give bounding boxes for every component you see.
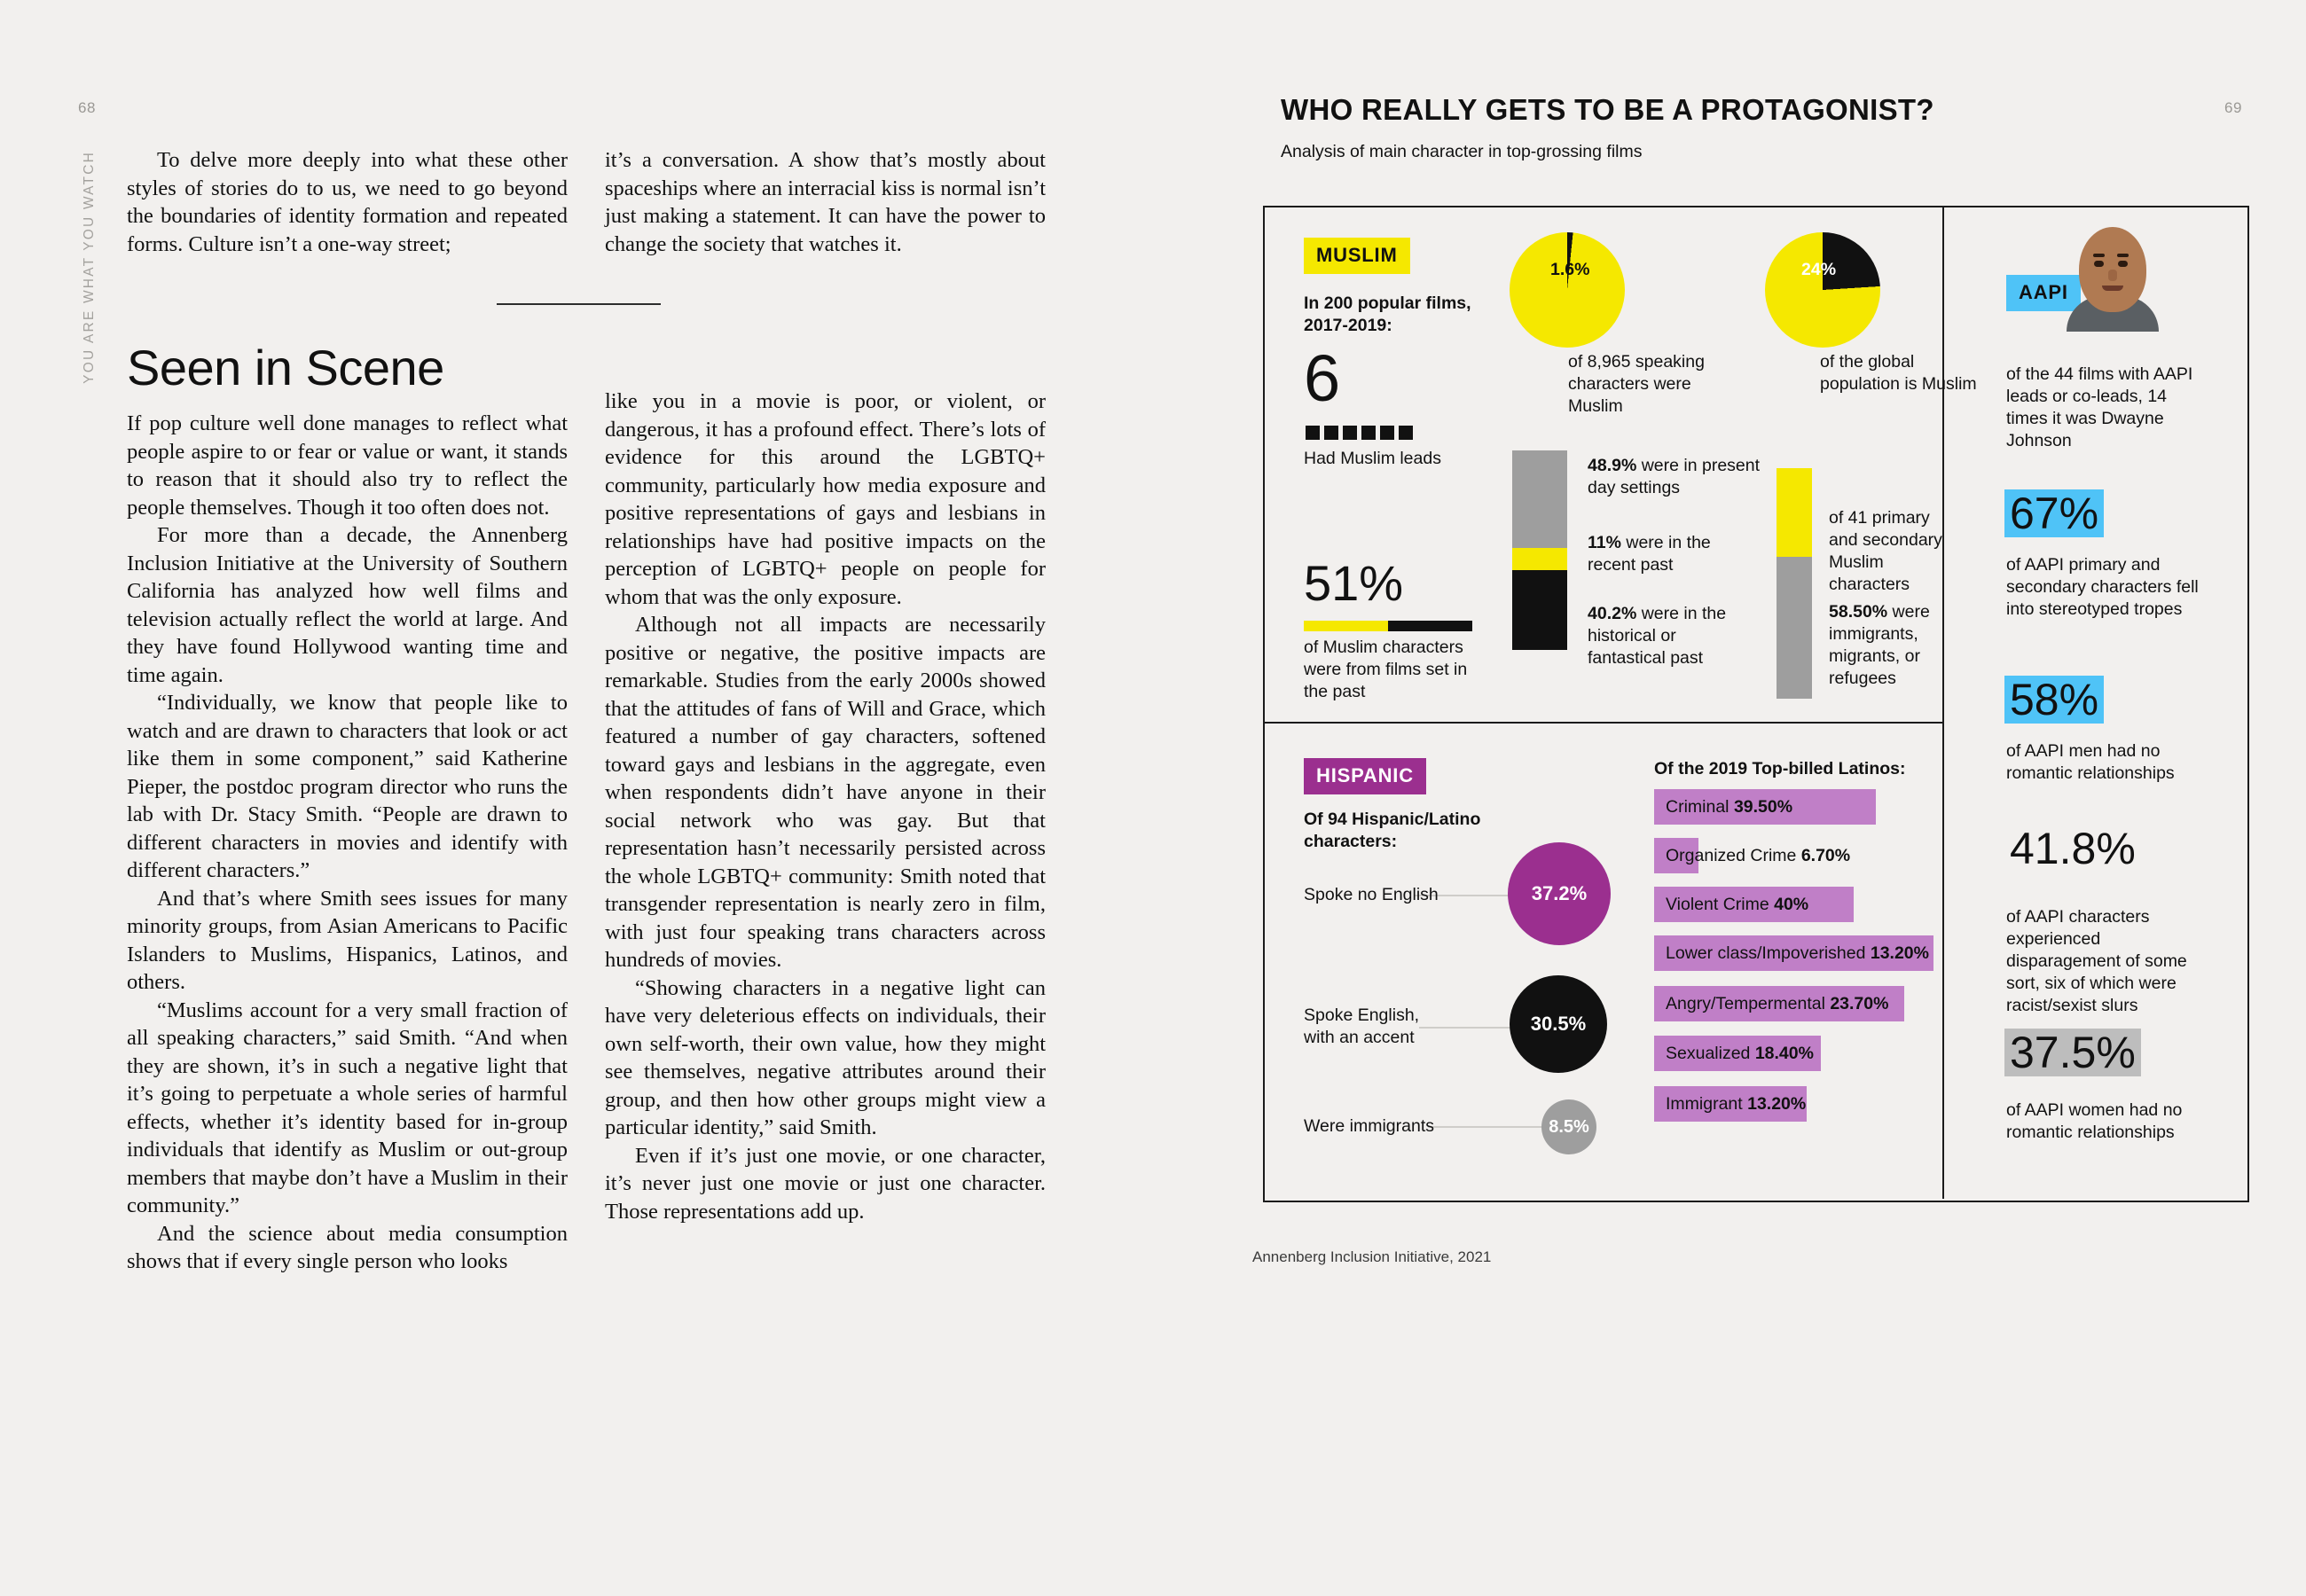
settings-label-present [1588, 455, 1765, 499]
pie-global-caption: of the global population is Muslim [1820, 352, 1977, 394]
paragraph: And the science about media consumption shows that if every single person who looks [127, 1221, 568, 1273]
settings-text-recent: were in the recent past [1588, 533, 1711, 575]
immigrants-bar-yellow [1777, 468, 1812, 557]
body-column-left [127, 410, 568, 1276]
aapi-dwayne-caption: of the 44 films with AAPI leads or co-leads, 14 times it was Dwayne Johnson [2006, 364, 2193, 450]
hispanic-intro: Of 94 Hispanic/Latino characters: [1304, 810, 1481, 851]
muslim-lead-count: 6 [1304, 341, 1341, 415]
aapi-stat-caption-1: of AAPI primary and secondary characters fell into stereotyped tropes [2006, 555, 2199, 619]
hispanic-bubble-label-2: Spoke English, with an accent [1304, 1005, 1420, 1047]
infographic-subtitle: Analysis of main character in top-grossing films [1281, 142, 1643, 161]
muslim-past-pct: 51% [1304, 555, 1404, 611]
immigrants-value: 58.50% [1829, 602, 1888, 622]
paragraph: “Showing characters in a negative light can have very deleterious effects on individuals, their own self-worth, their own value, how they might see themselves, negative attributes around their group, and then how other groups might view a particular identity,” said Smith. [605, 975, 1046, 1139]
infographic-title: WHO REALLY GETS TO BE A PROTAGONIST? [1281, 93, 1934, 126]
hispanic-bubble-immigrants: 8.5% [1541, 1099, 1596, 1154]
latino-value-angry: 23.70% [1830, 994, 1889, 1013]
muslim-past-underline-black [1388, 621, 1472, 631]
aapi-stat-caption-3: of AAPI characters experienced disparagement of some sort, six of which were racist/sexist slurs [2006, 907, 2187, 1015]
latino-bar-label-lower-class [1666, 935, 1929, 971]
pie-global-label: 24% [1801, 260, 1837, 279]
portrait-brow-left [2093, 254, 2105, 257]
tag-hispanic: HISPANIC [1304, 758, 1426, 794]
pie-global-population [1765, 232, 1880, 348]
latino-bars-title: Of the 2019 Top-billed Latinos: [1654, 759, 1906, 778]
immigrants-caption-bottom: were immigrants, migrants, or refugees [1829, 602, 1930, 688]
latino-bar-label-sexualized [1666, 1036, 1814, 1071]
section-divider-rule [497, 303, 661, 305]
aapi-stat-caption-2: of AAPI men had no romantic relationships [2006, 741, 2175, 783]
latino-value-criminal: 39.50% [1733, 797, 1793, 817]
latino-bar-label-criminal [1666, 789, 1792, 825]
panel-divider-horizontal [1265, 722, 1943, 724]
bar-segment-historical [1512, 570, 1567, 650]
latino-value-sexualized: 18.40% [1754, 1044, 1814, 1063]
latino-label-sexualized: Sexualized [1666, 1044, 1755, 1063]
dwayne-johnson-portrait [2067, 220, 2159, 325]
latino-value-immigrant: 13.20% [1747, 1094, 1807, 1114]
latino-label-angry: Angry/Tempermental [1666, 994, 1831, 1013]
latino-label-criminal: Criminal [1666, 797, 1734, 817]
paragraph: To delve more deeply into what these other styles of stories do to us, we need to go beyond the boundaries of identity formation and repeated forms. Culture isn’t a one-way street; [127, 148, 568, 256]
bar-segment-recent-past [1512, 548, 1567, 570]
muslim-past-underline [1304, 621, 1388, 631]
settings-value-historical: 40.2% [1588, 604, 1637, 623]
portrait-eye-right [2118, 261, 2128, 267]
settings-label-historical [1588, 603, 1752, 669]
latino-value-organized-crime: 6.70% [1800, 846, 1851, 865]
immigrants-caption-top: of 41 primary and secondary Muslim characters [1829, 508, 1942, 594]
intro-column-left [127, 146, 568, 258]
portrait-mouth [2102, 286, 2123, 291]
running-head: YOU ARE WHAT YOU WATCH [82, 151, 97, 384]
hispanic-bubble-label-1: Spoke no English [1304, 885, 1439, 904]
latino-bar-label-angry [1666, 986, 1888, 1021]
hispanic-bubble-label-3: Were immigrants [1304, 1116, 1435, 1136]
paragraph: And that’s where Smith sees issues for many minority groups, from Asian Americans to Pacific Islanders to Muslims, Hispanics, Latinos, and others. [127, 886, 568, 994]
portrait-eye-left [2094, 261, 2104, 267]
settings-value-present: 48.9% [1588, 456, 1637, 475]
immigrants-bar-grey [1777, 557, 1812, 699]
paragraph: Even if it’s just one movie, or one character, it’s never just one movie or just one character. Those representations add up. [605, 1143, 1046, 1224]
latino-label-immigrant: Immigrant [1666, 1094, 1748, 1114]
latino-bar-label-immigrant [1666, 1086, 1806, 1122]
settings-text-present: were in present day settings [1588, 456, 1761, 497]
muslim-lead-dots [1306, 426, 1413, 440]
paragraph: like you in a movie is poor, or violent, or dangerous, it has a profound effect. There’s lots of evidence for this around the LGBTQ+ community, particularly how media exposure and positive representations of gays and lesbians in relationships have had positive impacts on the perception of LGBTQ+ people on people for whom that was the only exposure. [605, 389, 1046, 609]
paragraph: “Muslims account for a very small fraction of all speaking characters,” said Smith. “And when they are shown, it’s in such a negative light that it’s going to perpetuate a whole series of harmful effects, whether it’s identity based for in-group individuals that identify as Muslim or out-group members that maybe don’t have a Muslim in their community.” [127, 998, 568, 1217]
hispanic-bubble-accent: 30.5% [1510, 975, 1607, 1073]
aapi-stat-caption-4: of AAPI women had no romantic relationships [2006, 1100, 2183, 1142]
paragraph: Although not all impacts are necessarily positive or negative, the positive impacts are remarkable. Studies from the early 2000s showed that the attitudes of fans of Will and Grace, which featured a number of gay characters, softened toward gays and lesbians in the aggregate, even when respondents didn’t have anyone in their social network who was gay. But that representation hasn’t necessarily persisted across the whole LGBTQ+ community: Smith noted that transgender representation is nearly zero in film, with just four speaking trans characters across hundreds of movies. [605, 613, 1046, 972]
aapi-stat-value-3: 41.8% [2010, 824, 2136, 873]
source-note: Annenberg Inclusion Initiative, 2021 [1252, 1248, 1492, 1265]
paragraph: If pop culture well done manages to reflect what people aspire to or fear or value or want, it stands to reason that it should also try to reflect the people themselves. Though it too often does not. [127, 411, 568, 520]
aapi-stat-value-2: 58% [2004, 676, 2104, 724]
latino-label-violent-crime: Violent Crime [1666, 895, 1775, 914]
immigrants-stat [1829, 601, 1962, 690]
muslim-intro: In 200 popular films, 2017-2019: [1304, 293, 1471, 335]
tag-muslim: MUSLIM [1304, 238, 1410, 274]
tag-aapi: AAPI [2006, 275, 2081, 311]
pie-speaking-caption: of 8,965 speaking characters were Muslim [1568, 352, 1705, 416]
body-column-right [605, 387, 1046, 1225]
aapi-stat-value-4: 37.5% [2004, 1029, 2141, 1076]
pie-speaking-characters [1510, 232, 1625, 348]
latino-value-lower-class: 13.20% [1870, 943, 1929, 963]
latino-bar-label-violent-crime [1666, 887, 1808, 922]
latino-bar-label-organized-crime [1666, 838, 1850, 873]
settings-value-recent: 11% [1588, 533, 1621, 552]
paragraph: For more than a decade, the Annenberg Inclusion Initiative at the University of Southern California has analyzed how well films and television actually reflect the world at large. And they have found Hollywood wanting time and time again. [127, 523, 568, 687]
latino-label-organized-crime: Organized Crime [1666, 846, 1801, 865]
muslim-lead-caption: Had Muslim leads [1304, 449, 1441, 468]
settings-stacked-bar [1512, 450, 1567, 650]
muslim-past-caption: of Muslim characters were from films set in the past [1304, 638, 1468, 701]
page-number-left: 68 [78, 99, 96, 116]
settings-label-recent [1588, 532, 1756, 576]
section-title: Seen in Scene [127, 340, 444, 395]
aapi-stat-value-1: 67% [2004, 489, 2104, 537]
bar-segment-present-day [1512, 450, 1567, 548]
hispanic-bubble-no-english: 37.2% [1508, 842, 1611, 945]
paragraph: “Individually, we know that people like to watch and are drawn to characters that look or act like them in some component,” said Katherine Pieper, the postdoc program director who runs the lab with Dr. Stacy Smith. “People are drawn to different characters in movies and identify with different characters.” [127, 691, 568, 882]
portrait-brow-right [2117, 254, 2129, 257]
latino-label-lower-class: Lower class/Impoverished [1666, 943, 1871, 963]
page-number-right: 69 [2224, 99, 2242, 116]
portrait-nose [2108, 270, 2117, 281]
pie-speaking-label: 1.6% [1550, 260, 1590, 279]
latino-value-violent-crime: 40% [1774, 895, 1809, 914]
intro-column-right [605, 146, 1046, 258]
paragraph: it’s a conversation. A show that’s mostly about spaceships where an interracial kiss is normal isn’t just making a statement. It can have the power to change the society that watches it. [605, 148, 1046, 256]
settings-text-historical: were in the historical or fantastical past [1588, 604, 1727, 668]
